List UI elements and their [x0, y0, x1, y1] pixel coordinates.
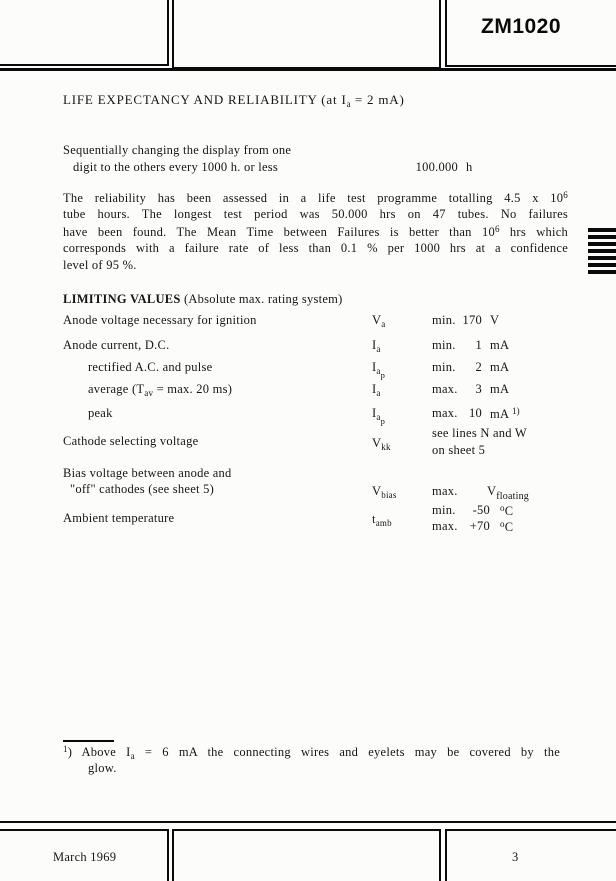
row-unit: mA: [490, 360, 510, 374]
footnote-text: = 6 mA the connecting wires and eyelets may be covered by the: [134, 745, 560, 759]
paragraph-superscript: 6: [563, 190, 568, 200]
paragraph-line: [63, 241, 568, 256]
row-condition: min.: [432, 313, 456, 327]
paragraph-text: hrs which: [499, 225, 569, 239]
spec-item-unit: h: [466, 160, 473, 174]
footnote-reference-paren: ): [516, 406, 520, 416]
paragraph-line: [63, 224, 568, 240]
symbol-base: t: [372, 512, 376, 526]
symbol-base: V: [372, 436, 382, 450]
footnote-number: 1: [63, 744, 68, 754]
spec-item-line1: Sequentially changing the display from one: [63, 143, 292, 157]
row-symbol: [372, 338, 381, 354]
footer-rule: [0, 821, 616, 823]
footnote-line2: glow.: [88, 761, 117, 775]
limiting-values-title: LIMITING VALUES: [63, 292, 181, 306]
row-value: 10: [469, 406, 482, 420]
symbol-base: I: [372, 406, 377, 420]
paragraph-line: [63, 190, 568, 206]
symbol-subscript: a: [376, 366, 381, 376]
section-title: [63, 92, 405, 109]
header-rule: [0, 68, 616, 71]
row-value: 3: [475, 382, 482, 396]
row-symbol: [372, 382, 381, 398]
value-subscript: floating: [496, 491, 529, 502]
row-unit-min: [500, 503, 513, 519]
paragraph-text: tube hours. The longest test period was 50.000 hrs on 47 tubes. No failures: [63, 207, 568, 221]
symbol-base: V: [372, 484, 382, 498]
row-value: [487, 484, 529, 502]
paragraph-superscript: 6: [494, 224, 500, 234]
paragraph-line: [63, 207, 568, 222]
footer-box-center: [172, 829, 441, 881]
symbol-base: I: [372, 338, 377, 352]
row-label: peak: [88, 406, 113, 420]
row-condition-min: min.: [432, 503, 456, 517]
row-note-line1: see lines N and W: [432, 426, 527, 440]
symbol-subsubscript: p: [380, 416, 386, 426]
paragraph-text: level of 95 %.: [63, 258, 137, 272]
row-unit: [490, 406, 520, 422]
row-label: rectified A.C. and pulse: [88, 360, 213, 374]
row-value: 2: [475, 360, 482, 374]
row-symbol: [372, 484, 397, 500]
label-text: = max. 20 ms): [153, 382, 233, 396]
unit-text: C: [504, 504, 514, 518]
row-condition: max.: [432, 406, 458, 420]
row-value-max: +70: [469, 519, 490, 533]
row-symbol: [372, 436, 391, 452]
row-label: Ambient temperature: [63, 511, 175, 525]
row-condition: max.: [432, 382, 458, 396]
product-title: ZM1020: [481, 15, 562, 38]
section-title-suffix: = 2 mA): [350, 92, 405, 107]
row-symbol: [372, 313, 385, 329]
footnote-line1: [63, 744, 560, 761]
registration-stripes-icon: [588, 228, 616, 274]
degree-symbol: o: [500, 519, 505, 529]
row-condition: max.: [432, 484, 458, 498]
row-symbol: [372, 512, 392, 528]
row-label-line2: "off" cathodes (see sheet 5): [70, 482, 215, 496]
row-value: 1: [475, 338, 482, 352]
symbol-subscript: kk: [381, 442, 391, 452]
header-box-left: [0, 0, 169, 66]
row-condition: min.: [432, 360, 456, 374]
page-number: 3: [512, 850, 519, 864]
spec-item-line2: digit to the others every 1000 h. or less: [73, 160, 279, 174]
row-label: Anode current, D.C.: [63, 338, 170, 352]
paragraph-text: have been found. The Mean Time between Failures is better than 10: [63, 225, 495, 239]
footnote-text: ) Above I: [67, 745, 131, 759]
unit-text: C: [504, 520, 514, 534]
row-symbol: [372, 360, 385, 380]
row-value: 170: [462, 313, 482, 327]
symbol-subscript: a: [381, 319, 386, 329]
limiting-values-heading: [63, 292, 343, 307]
paragraph-text: The reliability has been assessed in a life test programme totalling 4.5 x 10: [63, 191, 564, 205]
spec-item-value: 100.000: [415, 160, 458, 174]
row-label: Anode voltage necessary for ignition: [63, 313, 257, 327]
unit-text: mA: [490, 407, 509, 421]
symbol-subscript: a: [376, 344, 381, 354]
label-text: average (T: [88, 382, 145, 396]
row-condition-max: max.: [432, 519, 458, 533]
symbol-subsubscript: p: [380, 370, 386, 380]
value-base: V: [487, 484, 497, 498]
row-value-min: -50: [472, 503, 490, 517]
footnote-subscript: a: [130, 751, 135, 761]
label-subscript: av: [144, 388, 154, 398]
footnote-rule: [63, 740, 114, 742]
header-box-center: [172, 0, 441, 69]
row-note-line2: on sheet 5: [432, 443, 486, 457]
symbol-base: I: [372, 360, 377, 374]
row-label: Cathode selecting voltage: [63, 434, 199, 448]
paragraph-text: corresponds with a failure rate of less than 0.1 % per 1000 hrs at a confidence: [63, 241, 568, 255]
symbol-subscript: bias: [381, 490, 397, 500]
row-unit: V: [490, 313, 500, 327]
row-unit: mA: [490, 338, 510, 352]
section-title-subscript: a: [346, 99, 351, 109]
row-symbol: [372, 406, 385, 426]
limiting-values-note: (Absolute max. rating system): [183, 292, 343, 306]
symbol-subscript: amb: [375, 518, 392, 528]
row-unit: mA: [490, 382, 510, 396]
degree-symbol: o: [500, 503, 505, 513]
footer-date: March 1969: [53, 850, 117, 864]
footer-box-right: [445, 829, 616, 881]
row-condition: min.: [432, 338, 456, 352]
symbol-base: I: [372, 382, 377, 396]
symbol-subscript: a: [376, 412, 381, 422]
section-title-text: LIFE EXPECTANCY AND RELIABILITY (at I: [63, 92, 347, 107]
symbol-subscript: a: [376, 388, 381, 398]
footnote-reference: 1: [511, 406, 517, 416]
row-unit-max: [500, 519, 513, 535]
row-label: [88, 382, 232, 398]
symbol-base: V: [372, 313, 382, 327]
row-label-line1: Bias voltage between anode and: [63, 466, 232, 480]
paragraph-line: [63, 258, 568, 273]
